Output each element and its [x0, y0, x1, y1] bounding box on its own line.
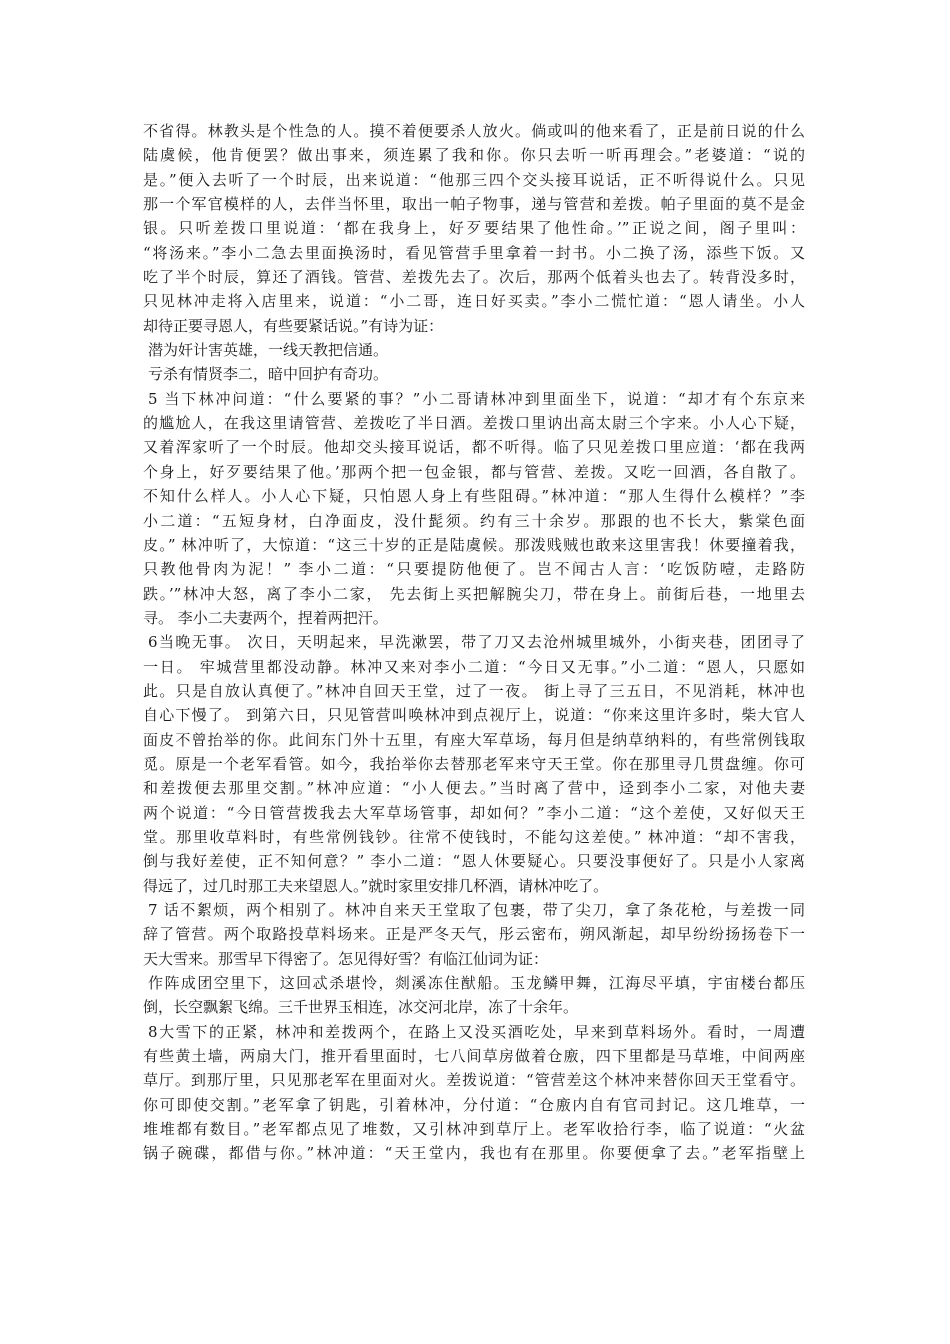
text-line: 又着浑家听了一个时辰。他却交头接耳说话，都不听得。临了只见差拨口里应道：‘都在我两	[143, 438, 805, 457]
text-line: 有些黄土墙，两扇大门，推开看里面时，七八间草房做着仓廒，四下里都是马草堆，中间两座	[143, 1047, 805, 1066]
text-line: 小二道：“五短身材，白净面皮，没什髭须。约有三十余岁。那跟的也不长大，紫棠色面	[143, 511, 805, 530]
text-line: 5 当下林冲问道：“什么要紧的事？”小二哥请林冲到里面坐下，说道：“却才有个东京来	[148, 389, 805, 408]
text-line: 和差拨便去那里交割。”林冲应道：“小人便去。”当时离了营中，迳到李小二家，对他夫妻	[143, 779, 805, 798]
text-line: 8大雪下的正紧，林冲和差拨两个，在路上又没买酒吃处，早来到草料场外。看时，一周遭	[148, 1022, 805, 1041]
text-line: 此。只是自放认真便了。”林冲自回天王堂，过了一夜。 街上寻了三五日，不见消耗，林冲也	[143, 681, 805, 700]
document-body-text	[143, 119, 805, 1166]
text-line: 吃了半个时辰，算还了酒钱。管营、差拨先去了。次后，那两个低着头也去了。转背没多时，	[143, 268, 805, 287]
text-line: 不省得。林教头是个性急的人。摸不着便要杀人放火。倘或叫的他来看了，正是前日说的什么	[143, 122, 805, 140]
text-line: 草厅。到那厅里，只见那老军在里面对火。差拨说道：“管营差这个林冲来替你回天王堂看守。	[143, 1071, 805, 1090]
text-line: 作阵成团空里下，这回忒杀堪怜，剡溪冻住猷船。玉龙鳞甲舞，江海尽平填，宇宙楼台都压	[148, 974, 805, 993]
text-line: 跌。’”林冲大怒，离了李小二家， 先去街上买把解腕尖刀，带在身上。前街后巷，一地里去	[143, 584, 805, 603]
text-line: 你可即使交割。”老军拿了钥匙，引着林冲，分付道：“仓廒内自有官司封记。这几堆草，一	[143, 1095, 805, 1114]
text-line: 陆虞候，他肯便罢？做出事来，须连累了我和你。你只去听一听再理会。”老婆道：“说的	[143, 146, 805, 165]
text-line: 只见林冲走将入店里来，说道：“小二哥，连日好买卖。”李小二慌忙道：“恩人请坐。小人	[143, 292, 805, 311]
text-line: 堂。那里收草料时，有些常例钱钞。往常不使钱时，不能勾这差使。” 林冲道：“却不害我，	[143, 827, 805, 846]
text-line: 不知什么样人。小人心下疑，只怕恩人身上有些阻碍。”林冲道：“那人生得什么模样？”李	[143, 487, 805, 506]
text-line: 的尴尬人，在我这里请管营、差拨吃了半日酒。差拨口里讷出高太尉三个字来。小人心下疑，	[143, 414, 805, 433]
text-line: 亏杀有情贤李二，暗中回护有奇功。	[148, 365, 389, 384]
text-line: 觅。原是一个老军看管。如今，我抬举你去替那老军来守天王堂。你在那里寻几贯盘缠。你可	[143, 754, 805, 773]
text-line: 个身上，好歹要结果了他。’那两个把一包金银，都与管营、差拨。又吃一回酒，各自散了。	[143, 462, 805, 481]
text-line: 得远了，过几时那工夫来望恩人。”就时家里安排几杯酒，请林冲吃了。	[143, 876, 609, 895]
text-line: 是。”便入去听了一个时辰，出来说道：“他那三四个交头接耳说话，正不听得说什么。只见	[143, 170, 805, 189]
text-line: 面皮不曾抬举的你。此间东门外十五里，有座大军草场，每月但是纳草纳料的，有些常例钱取	[143, 730, 805, 749]
text-line: 倒，长空飘絮飞绵。三千世界玉相连，冰交河北岸，冻了十余年。	[143, 998, 579, 1017]
text-line: 倒与我好差使，正不知何意？” 李小二道：“恩人休要疑心。只要没事便好了。只是小人家离	[143, 852, 805, 871]
text-line: 却待正要寻恩人，有些要紧话说。”有诗为证：	[143, 316, 444, 335]
text-line: 天大雪来。那雪早下得密了。怎见得好雪？有临江仙词为证：	[143, 949, 549, 968]
text-line: 自心下慢了。 到第六日，只见管营叫唤林冲到点视厅上，说道：“你来这里许多时，柴大官人	[143, 706, 805, 725]
text-line: 只教他骨肉为泥！” 李小二道：“只要提防他便了。岂不闻古人言：‘吃饭防噎，走路防	[143, 560, 805, 579]
text-line: 那一个军官模样的人，去伴当怀里，取出一帕子物事，递与管营和差拨。帕子里面的莫不是金	[143, 195, 805, 214]
text-line: 一日。 牢城营里都没动静。林冲又来对李小二道：“今日又无事。”小二道：“恩人，只愿如	[143, 657, 805, 676]
text-line: 潜为奸计害英雄，一线天教把信通。	[148, 341, 389, 360]
text-line: 辞了管营。两个取路投草料场来。正是严冬天气，彤云密布，朔风渐起，却早纷纷扬扬卷下一	[143, 925, 805, 944]
text-line: 堆堆都有数目。”老军都点见了堆数，又引林冲到草厅上。老军收拾行李，临了说道：“火盆	[143, 1120, 805, 1139]
text-line: 寻。 李小二夫妻两个，捏着两把汗。	[143, 608, 388, 627]
text-line: “将汤来。”李小二急去里面换汤时，看见管营手里拿着一封书。小二换了汤，添些下饭。又	[143, 243, 805, 262]
text-line: 6当晚无事。 次日，天明起来，早洗漱罢，带了刀又去沧州城里城外，小街夹巷，团团寻了	[148, 633, 805, 652]
text-line: 银。只听差拨口里说道：‘都在我身上，好歹要结果了他性命。’”正说之间，阁子里叫：	[143, 219, 805, 238]
text-line: 锅子碗碟，都借与你。”林冲道：“天王堂内，我也有在那里。你要便拿了去。”老军指壁上	[143, 1144, 805, 1163]
text-line: 两个说道：“今日管营拨我去大军草场管事，却如何？”李小二道：“这个差使，又好似天王	[143, 803, 805, 822]
text-line: 7 话不絮烦，两个相别了。林冲自来天王堂取了包裹，带了尖刀，拿了条花枪，与差拨一同	[148, 901, 805, 919]
text-line: 皮。” 林冲听了，大惊道：“这三十岁的正是陆虞候。那泼贱贼也敢来这里害我！休要撞着我，	[143, 535, 805, 554]
